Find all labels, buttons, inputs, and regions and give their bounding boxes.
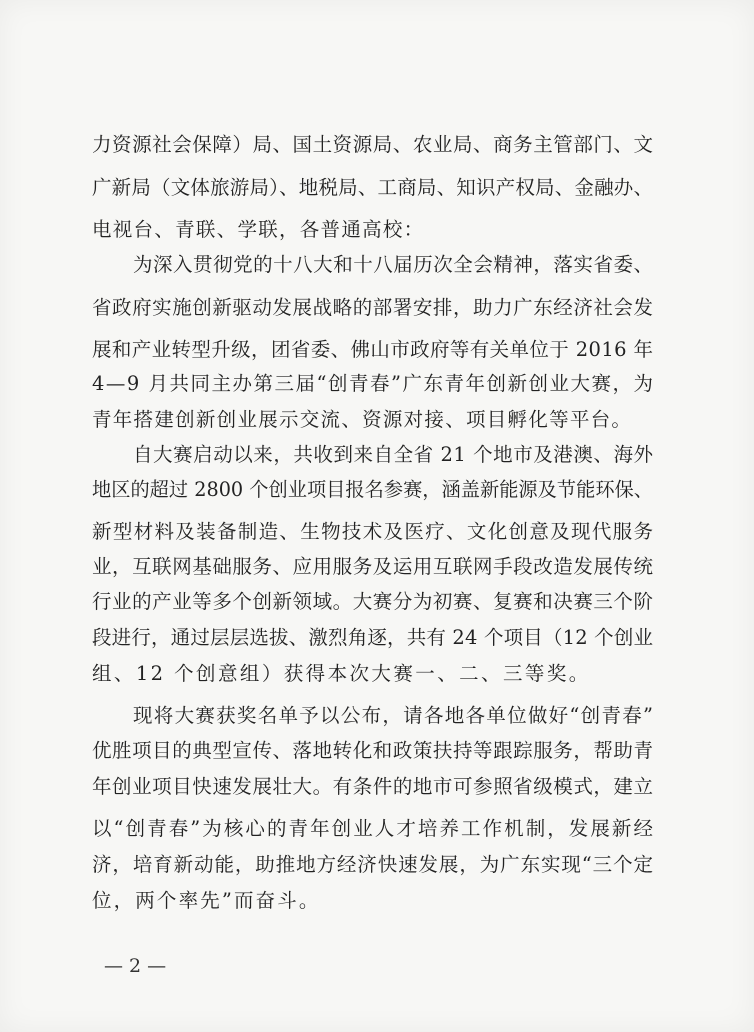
text-line-content: 现将大赛获奖名单予以公布，请各地各单位做好“创青春” [133, 704, 655, 727]
text-line-content: 段进行，通过层层选拔、激烈角逐，共有 24 个项目（12 个创业 [92, 626, 654, 649]
text-line-content: 广新局（文体旅游局）、地税局、工商局、知识产权局、金融办、 [92, 176, 654, 199]
text-line-content: 青年搭建创新创业展示交流、资源对接、项目孵化等平台。 [92, 408, 633, 431]
text-line-content: 位，两个率先”而奋斗。 [92, 889, 321, 912]
text-line-content: 展和产业转型升级，团省委、佛山市政府等有关单位于 2016 年 [92, 338, 654, 361]
text-line-content: 省政府实施创新驱动发展战略的部署安排，助力广东经济社会发 [92, 296, 654, 319]
text-line-content: 自大赛启动以来，共收到来自全省 21 个地市及港澳、海外 [133, 443, 654, 466]
text-line-content: 优胜项目的典型宣传、落地转化和政策扶持等跟踪服务，帮助青 [92, 739, 654, 762]
text-line-content: 行业的产业等多个创新领域。大赛分为初赛、复赛和决赛三个阶 [92, 590, 654, 613]
text-line-content: 力资源社会保障）局、国土资源局、农业局、商务主管部门、文 [92, 133, 654, 156]
text-line-content: 新型材料及装备制造、生物技术及医疗、文化创意及现代服务 [92, 520, 655, 543]
text-line-content: 为深入贯彻党的十八大和十八届历次全会精神，落实省委、 [133, 253, 654, 276]
text-line-content: 济，培育新动能，助推地方经济快速发展，为广东实现“三个定 [92, 853, 654, 876]
text-line-content: 以“创青春”为核心的青年创业人才培养工作机制，发展新经 [92, 817, 656, 840]
text-line-content: 年创业项目快速发展壮大。有条件的地市可参照省级模式，建立 [92, 775, 654, 798]
text-line-content: 组、12 个创意组）获得本次大赛一、二、三等奖。 [92, 662, 591, 685]
text-line-content: 4—9 月共同主办第三届“创青春”广东青年创新创业大赛，为 [92, 372, 655, 395]
text-line-content: 业，互联网基础服务、应用服务及运用互联网手段改造发展传统 [92, 555, 654, 578]
text-line-content: 电视台、青联、学联，各普通高校： [92, 218, 425, 241]
text-line-content: 地区的超过 2800 个创业项目报名参赛，涵盖新能源及节能环保、 [92, 478, 653, 501]
page-number: — 2 — [104, 955, 167, 977]
